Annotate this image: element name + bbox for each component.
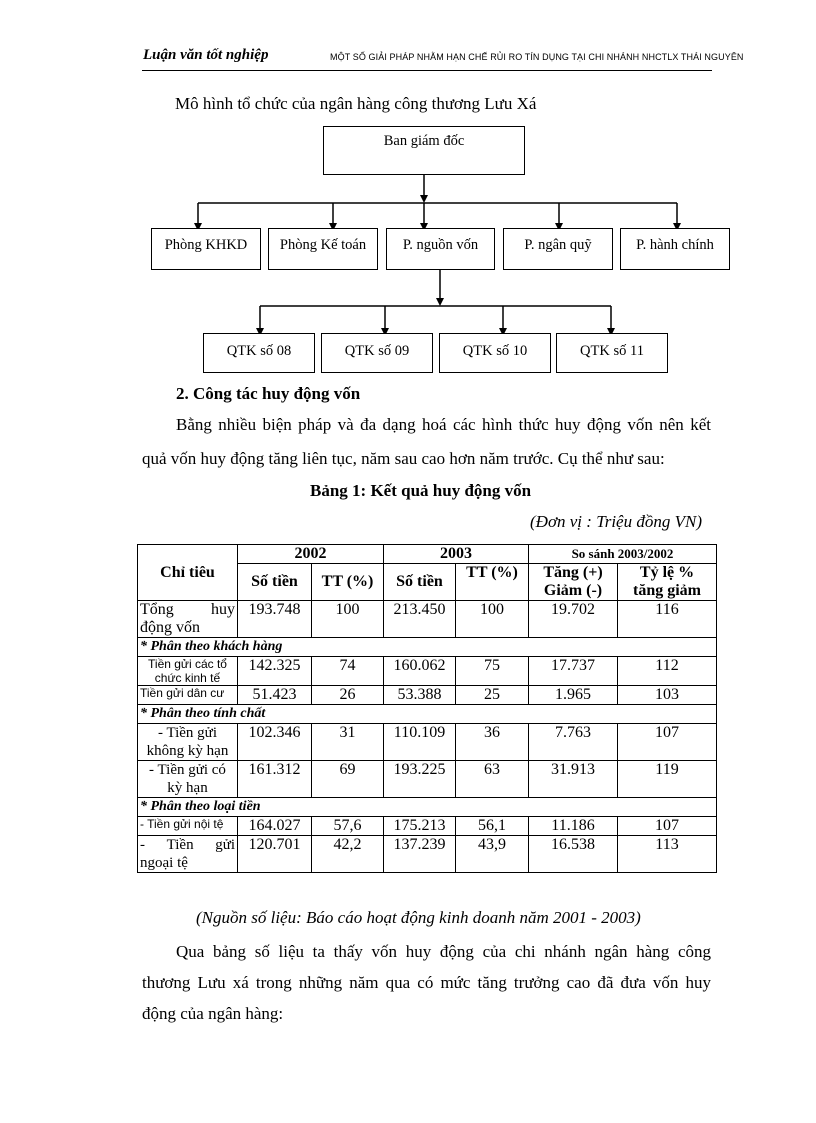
org-box-dept-admin: P. hành chính <box>620 228 730 270</box>
cell: 51.423 <box>238 686 312 705</box>
cell: 119 <box>618 761 717 798</box>
cell: 36 <box>456 724 529 761</box>
header-compare: So sánh 2003/2002 <box>529 545 717 564</box>
header-title: Luận văn tốt nghiệp <box>143 47 269 63</box>
cell: 26 <box>312 686 384 705</box>
cell: 53.388 <box>384 686 456 705</box>
table-section-currency <box>138 798 717 817</box>
paragraph-2-line-1: Qua bảng số liệu ta thấy vốn huy động của chi nhánh ngân hàng công <box>176 942 711 961</box>
cell: 193.225 <box>384 761 456 798</box>
table-row-co-ky-han <box>138 761 717 798</box>
header-so-tien-2002: Số tiền <box>238 564 312 601</box>
cell: 1.965 <box>529 686 618 705</box>
section-label: * Phân theo tính chất <box>138 705 717 724</box>
header-tt-2003: TT (%) <box>456 564 529 601</box>
table-header-row <box>138 545 717 564</box>
cell: 100 <box>456 601 529 638</box>
org-box-dept-treasury: P. ngân quỹ <box>503 228 613 270</box>
row-label: - Tiền gửi có kỳ hạn <box>138 761 238 798</box>
cell: 19.702 <box>529 601 618 638</box>
header-tt-2002: TT (%) <box>312 564 384 601</box>
cell: 103 <box>618 686 717 705</box>
org-box-dept-khkd: Phòng KHKD <box>151 228 261 270</box>
org-box-branch-09: QTK số 09 <box>321 333 433 373</box>
cell: 17.737 <box>529 657 618 686</box>
paragraph-2-line-3: động của ngân hàng: <box>142 1004 284 1023</box>
cell: 213.450 <box>384 601 456 638</box>
header-so-tien-2003: Số tiền <box>384 564 456 601</box>
row-label: - Tiền gửi ngoại tệ <box>138 836 238 873</box>
org-box-dept-funding: P. nguồn vốn <box>386 228 495 270</box>
table-unit: (Đơn vị : Triệu đồng VN) <box>530 512 702 531</box>
table-row-tg-dan-cu <box>138 686 717 705</box>
row-label: Tiền gửi các tổ chức kinh tế <box>138 657 238 686</box>
row-label: - Tiền gửi nội tệ <box>138 817 238 836</box>
cell: 31.913 <box>529 761 618 798</box>
table-row-khong-ky-han <box>138 724 717 761</box>
cell: 137.239 <box>384 836 456 873</box>
header-2003: 2003 <box>384 545 529 564</box>
table-caption: Bảng 1: Kết quả huy động vốn <box>310 481 532 500</box>
row-label: - Tiền gửi không kỳ hạn <box>138 724 238 761</box>
section-label: * Phân theo loại tiền <box>138 798 717 817</box>
table-source: (Nguồn số liệu: Báo cáo hoạt động kinh doanh năm 2001 - 2003) <box>196 908 641 927</box>
cell: 43,9 <box>456 836 529 873</box>
cell: 113 <box>618 836 717 873</box>
cell: 164.027 <box>238 817 312 836</box>
table-row-tong <box>138 601 717 638</box>
cell: 161.312 <box>238 761 312 798</box>
section-label: * Phân theo khách hàng <box>138 638 717 657</box>
cell: 69 <box>312 761 384 798</box>
cell: 25 <box>456 686 529 705</box>
table-row-tg-to-chuc <box>138 657 717 686</box>
table-section-nature <box>138 705 717 724</box>
header-tang-giam: Tăng (+) Giảm (-) <box>529 564 618 601</box>
row-label: Tiền gửi dân cư <box>138 686 238 705</box>
row-label: Tổng huy động vốn <box>138 601 238 638</box>
cell: 100 <box>312 601 384 638</box>
cell: 120.701 <box>238 836 312 873</box>
cell: 142.325 <box>238 657 312 686</box>
cell: 74 <box>312 657 384 686</box>
cell: 63 <box>456 761 529 798</box>
header-subtitle: MỘT SỐ GIẢI PHÁP NHẰM HẠN CHẾ RỦI RO TÍN DỤNG TẠI CHI NHÁNH NHCTLX THÁI NGUYÊN <box>330 52 744 62</box>
cell: 56,1 <box>456 817 529 836</box>
table-section-customer <box>138 638 717 657</box>
cell: 42,2 <box>312 836 384 873</box>
header-2002: 2002 <box>238 545 384 564</box>
cell: 75 <box>456 657 529 686</box>
paragraph-1-line-2: quả vốn huy động tăng liên tục, năm sau cao hơn năm trước. Cụ thể như sau: <box>142 449 665 468</box>
cell: 107 <box>618 817 717 836</box>
org-box-branch-08: QTK số 08 <box>203 333 315 373</box>
org-box-dept-accounting: Phòng Kế toán <box>268 228 378 270</box>
table-row-ngoai-te <box>138 836 717 873</box>
section-heading: 2. Công tác huy động vốn <box>176 384 361 403</box>
cell: 160.062 <box>384 657 456 686</box>
paragraph-1-line-1: Bằng nhiều biện pháp và đa dạng hoá các hình thức huy động vốn nên kết <box>176 415 711 434</box>
header-chi-tieu: Chỉ tiêu <box>138 545 238 601</box>
cell: 116 <box>618 601 717 638</box>
org-box-board: Ban giám đốc <box>323 126 525 175</box>
header-ty-le: Tỷ lệ % tăng giảm <box>618 564 717 601</box>
cell: 16.538 <box>529 836 618 873</box>
cell: 107 <box>618 724 717 761</box>
org-box-branch-10: QTK số 10 <box>439 333 551 373</box>
cell: 175.213 <box>384 817 456 836</box>
cell: 57,6 <box>312 817 384 836</box>
cell: 7.763 <box>529 724 618 761</box>
org-chart-title: Mô hình tổ chức của ngân hàng công thương Lưu Xá <box>175 94 537 113</box>
cell: 110.109 <box>384 724 456 761</box>
table-row-noi-te <box>138 817 717 836</box>
org-box-branch-11: QTK số 11 <box>556 333 668 373</box>
cell: 112 <box>618 657 717 686</box>
cell: 102.346 <box>238 724 312 761</box>
paragraph-2-line-2: thương Lưu xá trong những năm qua có mức tăng trưởng cao đã đưa vốn huy <box>142 973 711 992</box>
cell: 31 <box>312 724 384 761</box>
cell: 193.748 <box>238 601 312 638</box>
funding-table <box>137 544 717 873</box>
cell: 11.186 <box>529 817 618 836</box>
